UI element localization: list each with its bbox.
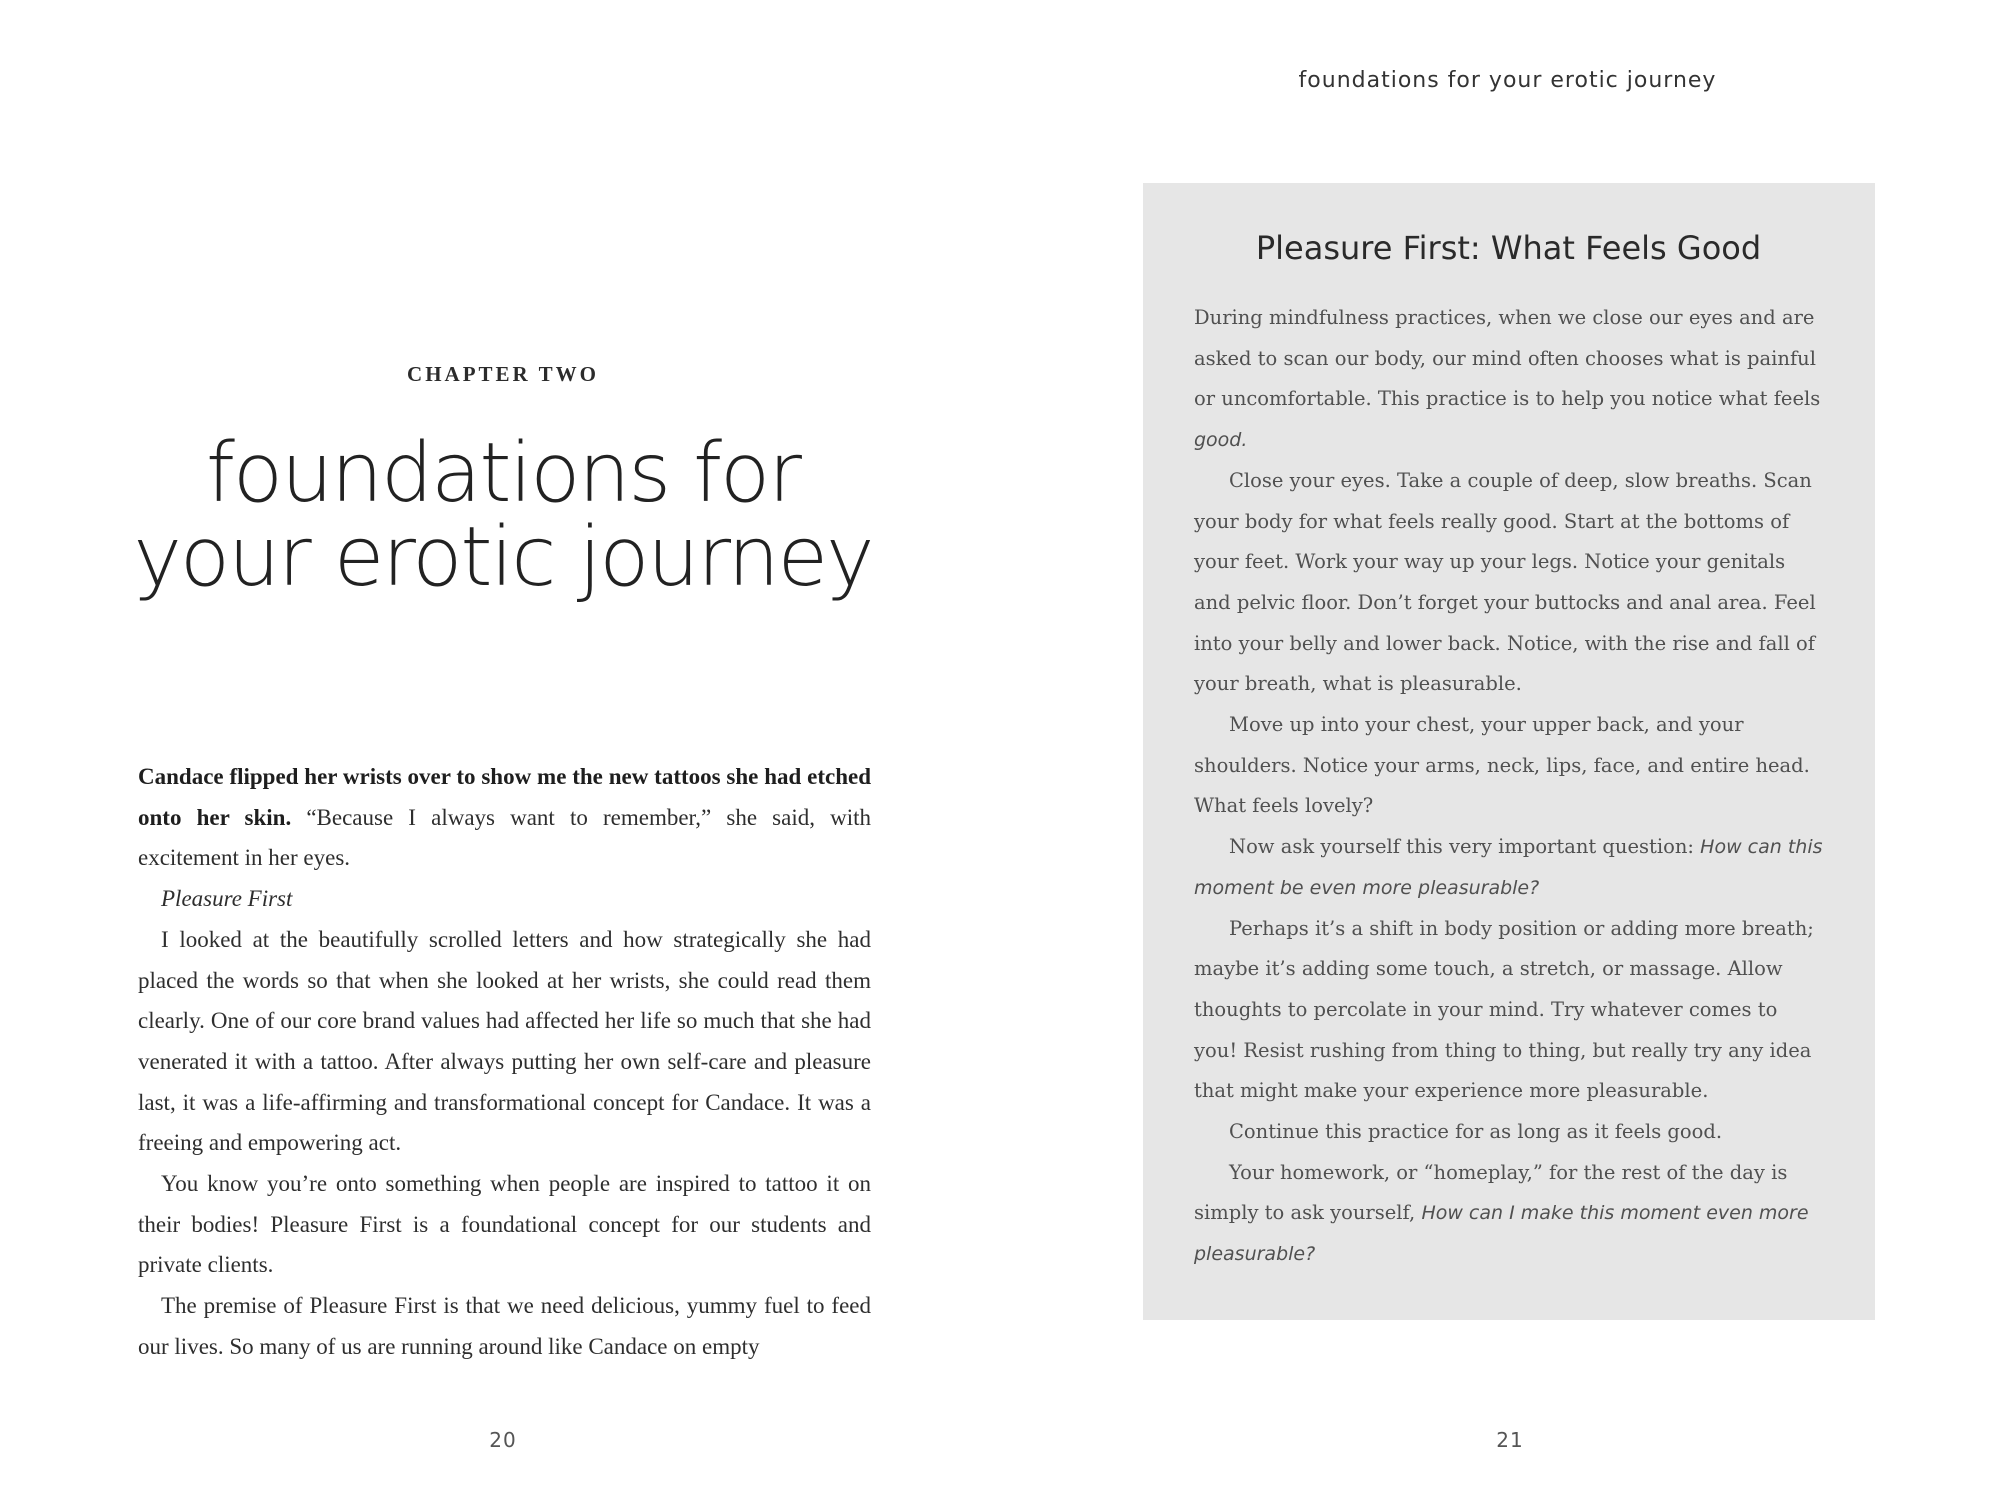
opening-rest: “Because I always want to remember,” she said, with excitement in her eyes. <box>138 804 872 871</box>
sidebar-title: Pleasure First: What Feels Good <box>1255 229 1762 267</box>
chapter-title-line-2: your erotic journey <box>133 510 873 605</box>
paragraph-opening <box>138 757 871 879</box>
sidebar-paragraph-homework <box>1194 1153 1823 1275</box>
homework-lead: Your homework, or “homeplay,” for the rest of the day is simply to ask yourself, <box>1194 1160 1788 1225</box>
chapter-body-text <box>138 757 871 1368</box>
chapter-title <box>100 426 906 605</box>
chapter-label: CHAPTER TWO <box>407 362 599 386</box>
sidebar-paragraph-upper-body: Move up into your chest, your upper back, and your shoulders. Notice your arms, neck, lips, face, and entire head. What feels lovely? <box>1194 713 1810 818</box>
sidebar-text <box>1194 298 1823 1275</box>
question-lead: Now ask yourself this very important question: <box>1229 835 1701 859</box>
question-emphasis: How can this moment be even more pleasurable? <box>1194 836 1823 899</box>
paragraph-scrolled-letters: I looked at the beautifully scrolled letters and how strategically she had placed the words so that when she looked at her wrists, she could read them clearly. One of our core brand values had affected her life so much that she had venerated it with a tattoo. After always putting her own self-care and pleasure last, it was a life-affirming and transformational concept for Candace. It was a freeing and empowering act. <box>138 926 871 1156</box>
chapter-title-line-1: foundations for <box>206 426 800 521</box>
homework-emphasis: How can I make this moment even more pleasurable? <box>1194 1202 1809 1266</box>
intro-emphasis: good. <box>1194 429 1248 452</box>
paragraph-tattoo-phrase: Pleasure First <box>161 886 293 912</box>
page-number-left: 20 <box>489 1428 517 1452</box>
running-head: foundations for your erotic journey <box>1298 68 1717 93</box>
sidebar-paragraph-body-scan: Close your eyes. Take a couple of deep, slow breaths. Scan your body for what feels really good. Start at the bottoms of your feet. Work your way up your legs. Notice your genitals and pelvic floor. Don’t forget your buttocks and anal area. Feel into your belly and lower back. Notice, with the rise and fall of your breath, what is pleasurable. <box>1194 468 1816 696</box>
intro-text: During mindfulness practices, when we close our eyes and are asked to scan our body, our mind often chooses what is painful or uncomfortable. This practice is to help you notice what feels <box>1194 306 1821 411</box>
paragraph-premise: The premise of Pleasure First is that we need delicious, yummy fuel to feed our lives. So many of us are running around like Candace on empty <box>138 1293 871 1359</box>
sidebar-paragraph-ideas: Perhaps it’s a shift in body position or adding more breath; maybe it’s adding some touch, a stretch, or massage. Allow thoughts to percolate in your mind. Try whatever comes to you! Resist rushing from thing to thing, but really try any idea that might make your experience more pleasurable. <box>1194 916 1814 1103</box>
right-page <box>1000 0 2000 1500</box>
lead-in-sentence: Candace flipped her wrists over to show me the new tattoos she had etched onto her skin. <box>138 764 871 830</box>
sidebar-paragraph-continue: Continue this practice for as long as it feels good. <box>1229 1120 1723 1144</box>
paragraph-inspired: You know you’re onto something when people are inspired to tattoo it on their bodies! Pleasure First is a foundational concept for our students and private clients. <box>138 1171 871 1278</box>
page-number-right: 21 <box>1496 1428 1524 1452</box>
practice-sidebar <box>1143 183 1875 1320</box>
sidebar-paragraph-question <box>1194 827 1823 908</box>
sidebar-paragraph-intro <box>1194 298 1823 461</box>
